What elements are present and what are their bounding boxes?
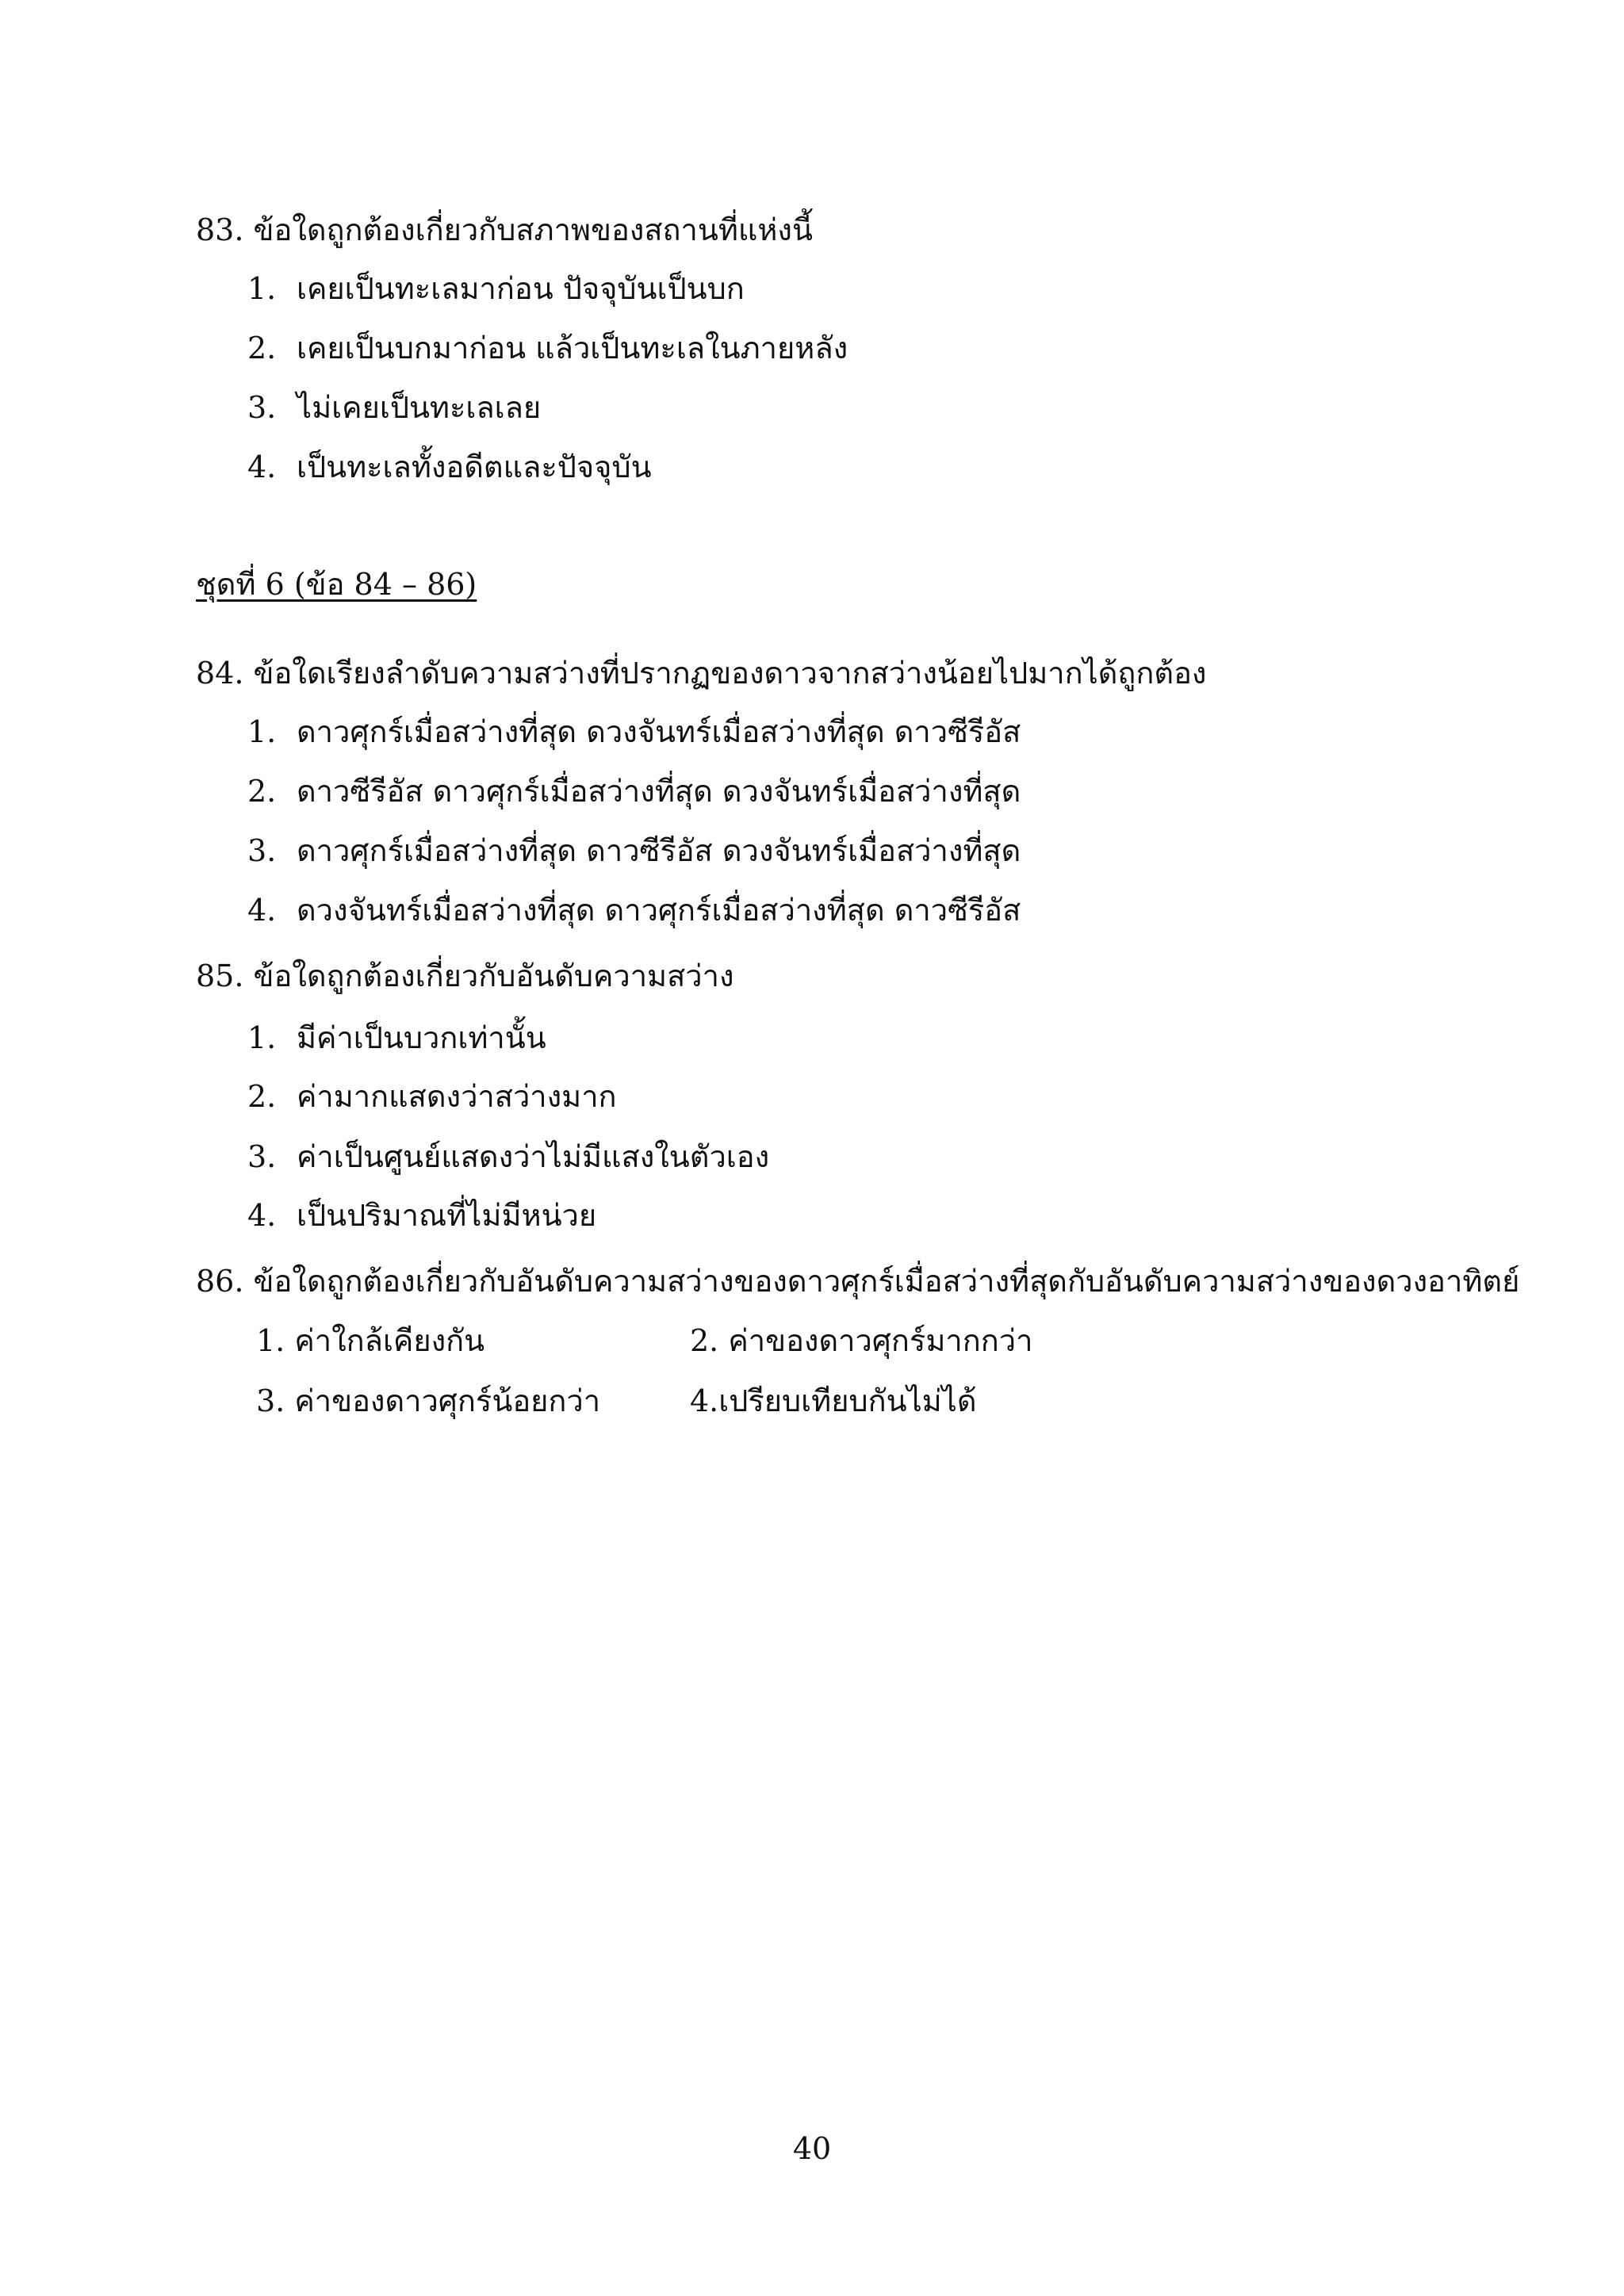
q84-option-1: ดาวศุกร์เมื่อสว่างที่สุด ดวงจันทร์เมื่อสว่างที่สุด ดาวซีรีอัส xyxy=(297,714,1021,749)
question-84: 84. ข้อใดเรียงลำดับความสว่างที่ปรากฏของดาวจากสว่างน้อยไปมากได้ถูกต้อง xyxy=(196,656,1207,691)
q83-option-4: เป็นทะเลทั้งอดีตและปัจจุบัน xyxy=(297,450,652,484)
q84-option-1-number: 1. xyxy=(247,714,277,749)
q83-option-4-number: 4. xyxy=(247,450,277,484)
q84-option-3: ดาวศุกร์เมื่อสว่างที่สุด ดาวซีรีอัส ดวงจันทร์เมื่อสว่างที่สุด xyxy=(297,833,1021,868)
q85-option-2-number: 2. xyxy=(247,1079,277,1114)
q85-option-1-number: 1. xyxy=(247,1020,277,1055)
question-83: 83. ข้อใดถูกต้องเกี่ยวกับสภาพของสถานที่แห่งนี้ xyxy=(196,212,813,247)
q86-option-2: 2. ค่าของดาวศุกร์มากกว่า xyxy=(690,1323,1033,1358)
q85-option-3: ค่าเป็นศูนย์แสดงว่าไม่มีแสงในตัวเอง xyxy=(297,1139,770,1174)
q83-option-2: เคยเป็นบกมาก่อน แล้วเป็นทะเลในภายหลัง xyxy=(297,331,848,365)
q83-option-3: ไม่เคยเป็นทะเลเลย xyxy=(297,390,542,425)
question-86: 86. ข้อใดถูกต้องเกี่ยวกับอันดับความสว่างของดาวศุกร์เมื่อสว่างที่สุดกับอันดับความสว่างของดวงอาทิตย์ xyxy=(196,1264,1520,1299)
q85-option-3-number: 3. xyxy=(247,1139,277,1174)
q84-option-4-number: 4. xyxy=(247,893,277,928)
q85-option-4-number: 4. xyxy=(247,1198,277,1233)
page-number: 40 xyxy=(792,2131,832,2166)
q85-option-1: มีค่าเป็นบวกเท่านั้น xyxy=(297,1020,546,1055)
q85-option-2: ค่ามากแสดงว่าสว่างมาก xyxy=(297,1079,617,1114)
q86-option-4: 4.เปรียบเทียบกันไม่ได้ xyxy=(690,1383,977,1418)
q83-option-3-number: 3. xyxy=(247,390,277,425)
q84-option-2-number: 2. xyxy=(247,774,277,809)
q83-option-2-number: 2. xyxy=(247,331,277,365)
q83-option-1-number: 1. xyxy=(247,271,277,306)
q84-option-2: ดาวซีรีอัส ดาวศุกร์เมื่อสว่างที่สุด ดวงจันทร์เมื่อสว่างที่สุด xyxy=(297,774,1021,809)
q84-option-3-number: 3. xyxy=(247,833,277,868)
q86-option-3: 3. ค่าของดาวศุกร์น้อยกว่า xyxy=(256,1383,601,1418)
q85-option-4: เป็นปริมาณที่ไม่มีหน่วย xyxy=(297,1198,597,1233)
q84-option-4: ดวงจันทร์เมื่อสว่างที่สุด ดาวศุกร์เมื่อสว่างที่สุด ดาวซีรีอัส xyxy=(297,893,1021,928)
section-title: ชุดที่ 6 (ข้อ 84 – 86) xyxy=(196,567,477,602)
question-85: 85. ข้อใดถูกต้องเกี่ยวกับอันดับความสว่าง xyxy=(196,959,734,993)
q86-option-1: 1. ค่าใกล้เคียงกัน xyxy=(256,1323,485,1358)
q83-option-1: เคยเป็นทะเลมาก่อน ปัจจุบันเป็นบก xyxy=(297,271,745,306)
